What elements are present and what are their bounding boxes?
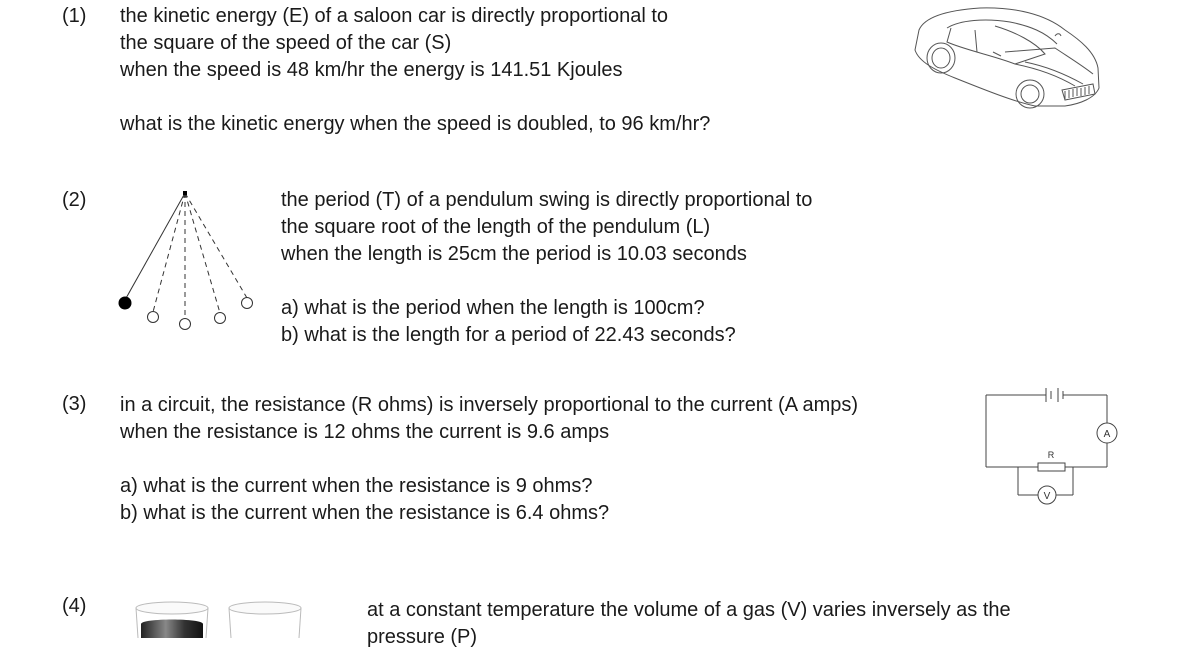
question-2-part-a: a) what is the period when the length is 100cm?	[281, 297, 705, 319]
resistor-label: R	[1047, 450, 1055, 460]
question-3-text	[120, 392, 858, 527]
question-3-part-a: a) what is the current when the resistance is 9 ohms?	[120, 475, 593, 497]
question-2-line-3: when the length is 25cm the period is 10.03 seconds	[281, 243, 747, 265]
question-1-line-1: the kinetic energy (E) of a saloon car is directly proportional to	[120, 5, 669, 27]
question-3-number: (3)	[62, 393, 87, 415]
question-3-line-2: when the resistance is 12 ohms the current is 9.6 amps	[120, 421, 610, 443]
question-2-part-b: b) what is the length for a period of 22.43 seconds?	[281, 324, 736, 346]
question-1-line-3: when the speed is 48 km/hr the energy is 141.51 Kjoules	[120, 59, 623, 81]
question-4-number: (4)	[62, 595, 87, 617]
gas-cylinders-icon	[130, 598, 310, 638]
question-1-prompt: what is the kinetic energy when the speed is doubled, to 96 km/hr?	[120, 113, 711, 135]
question-4-line-1: at a constant temperature the volume of a gas (V) varies inversely as the	[367, 599, 1011, 621]
circuit-diagram	[980, 385, 1120, 515]
question-3-part-b: b) what is the current when the resistance is 6.4 ohms?	[120, 502, 610, 524]
question-2-line-1: the period (T) of a pendulum swing is directly proportional to	[281, 189, 813, 211]
pendulum-icon	[110, 188, 260, 333]
question-1-text	[120, 3, 710, 138]
question-3-line-1: in a circuit, the resistance (R ohms) is inversely proportional to the current (A amps)	[120, 394, 859, 416]
car-icon	[905, 2, 1110, 114]
question-4-line-2: pressure (P)	[367, 626, 478, 648]
question-1-number: (1)	[62, 5, 87, 27]
ammeter-label: A	[1103, 429, 1111, 440]
question-1-line-2: the square of the speed of the car (S)	[120, 32, 452, 54]
question-2-text	[281, 187, 812, 349]
voltmeter-label: V	[1043, 491, 1051, 502]
question-2-number: (2)	[62, 189, 87, 211]
question-4-text	[367, 597, 1011, 651]
question-2-line-2: the square root of the length of the pendulum (L)	[281, 216, 711, 238]
